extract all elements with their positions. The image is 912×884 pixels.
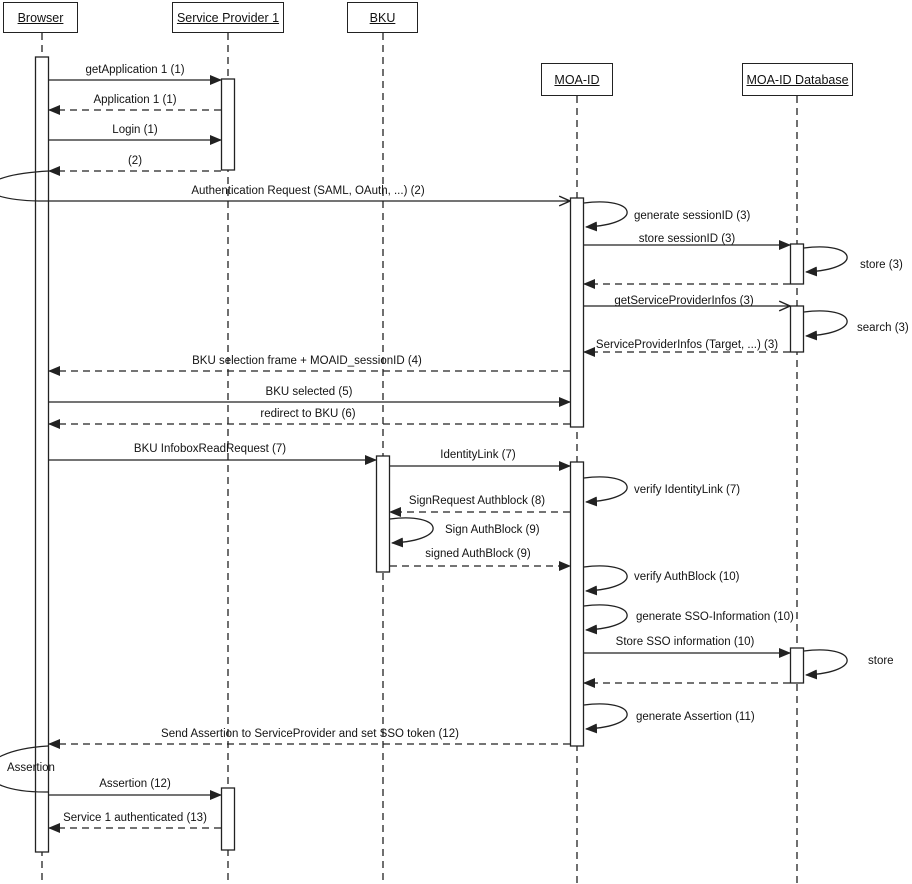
activation-service-provider-1 — [222, 79, 235, 170]
label-generate-sso: generate SSO-Information (10) — [636, 611, 794, 623]
activation-db-1 — [791, 244, 804, 284]
label-generate-session: generate sessionID (3) — [634, 210, 751, 222]
label-bku-selection: BKU selection frame + MOAID_sessionID (4) — [192, 355, 422, 367]
activation-moaid-1 — [571, 198, 584, 427]
loop-generate-session — [584, 202, 627, 227]
label-redirect-2: (2) — [127, 155, 143, 167]
label-infobox-read: BKU InfoboxReadRequest (7) — [133, 443, 287, 455]
label-service-authenticated: Service 1 authenticated (13) — [63, 812, 207, 824]
loop-verify-identity-link — [584, 477, 627, 502]
loop-store-3 — [804, 247, 847, 272]
label-send-assertion: Send Assertion to ServiceProvider and set SSO token (12) — [161, 728, 459, 740]
loop-verify-authblock — [584, 566, 627, 591]
label-store-session: store sessionID (3) — [638, 233, 736, 245]
label-store-3: store (3) — [860, 259, 903, 271]
actor-box-moaid — [541, 63, 613, 96]
label-login: Login (1) — [112, 124, 158, 136]
label-sign-authblock: Sign AuthBlock (9) — [445, 524, 540, 536]
loop-generate-sso — [584, 605, 627, 630]
activation-moaid-2 — [571, 462, 584, 746]
loop-search-3 — [804, 311, 847, 336]
activation-browser — [36, 57, 49, 852]
label-get-sp-infos: getServiceProviderInfos (3) — [614, 295, 754, 307]
label-verify-authblock: verify AuthBlock (10) — [634, 571, 740, 583]
actor-label-moaid: MOA-ID — [554, 72, 600, 87]
label-application: Application 1 (1) — [93, 94, 177, 106]
label-signed-authblock: signed AuthBlock (9) — [425, 548, 531, 560]
label-auth-request: Authentication Request (SAML, OAuth, ...) (2) — [191, 185, 425, 197]
activation-db-3 — [791, 648, 804, 683]
label-sign-request: SignRequest Authblock (8) — [408, 495, 546, 507]
label-bku-selected: BKU selected (5) — [265, 386, 353, 398]
label-assertion-note: Assertion — [7, 762, 55, 774]
activation-service-provider-2 — [222, 788, 235, 850]
actor-label-moaid-database: MOA-ID Database — [746, 72, 849, 87]
label-search-3: search (3) — [857, 322, 909, 334]
label-store-sso: Store SSO information (10) — [615, 636, 755, 648]
label-get-application: getApplication 1 (1) — [85, 64, 185, 76]
actor-label-browser: Browser — [17, 10, 64, 25]
actor-box-moaid-database — [742, 63, 853, 96]
label-generate-assertion: generate Assertion (11) — [636, 711, 755, 723]
loop-generate-assertion — [584, 704, 627, 729]
loop-store-plain — [804, 650, 847, 675]
label-verify-identity-link: verify IdentityLink (7) — [634, 484, 741, 496]
actor-box-bku — [347, 2, 418, 33]
label-assertion-12: Assertion (12) — [99, 778, 171, 790]
actor-label-service-provider: Service Provider 1 — [176, 10, 280, 25]
activation-db-2 — [791, 306, 804, 352]
label-store-plain: store — [868, 655, 894, 667]
actor-box-browser — [3, 2, 78, 33]
lifelines — [42, 33, 797, 884]
actor-box-service-provider — [172, 2, 284, 33]
loop-sign-authblock — [390, 518, 433, 543]
actor-label-bku: BKU — [369, 10, 396, 25]
label-identity-link: IdentityLink (7) — [440, 449, 516, 461]
activation-bku — [377, 456, 390, 572]
label-redirect-bku: redirect to BKU (6) — [260, 408, 356, 420]
label-sp-infos: ServiceProviderInfos (Target, ...) (3) — [595, 339, 779, 351]
